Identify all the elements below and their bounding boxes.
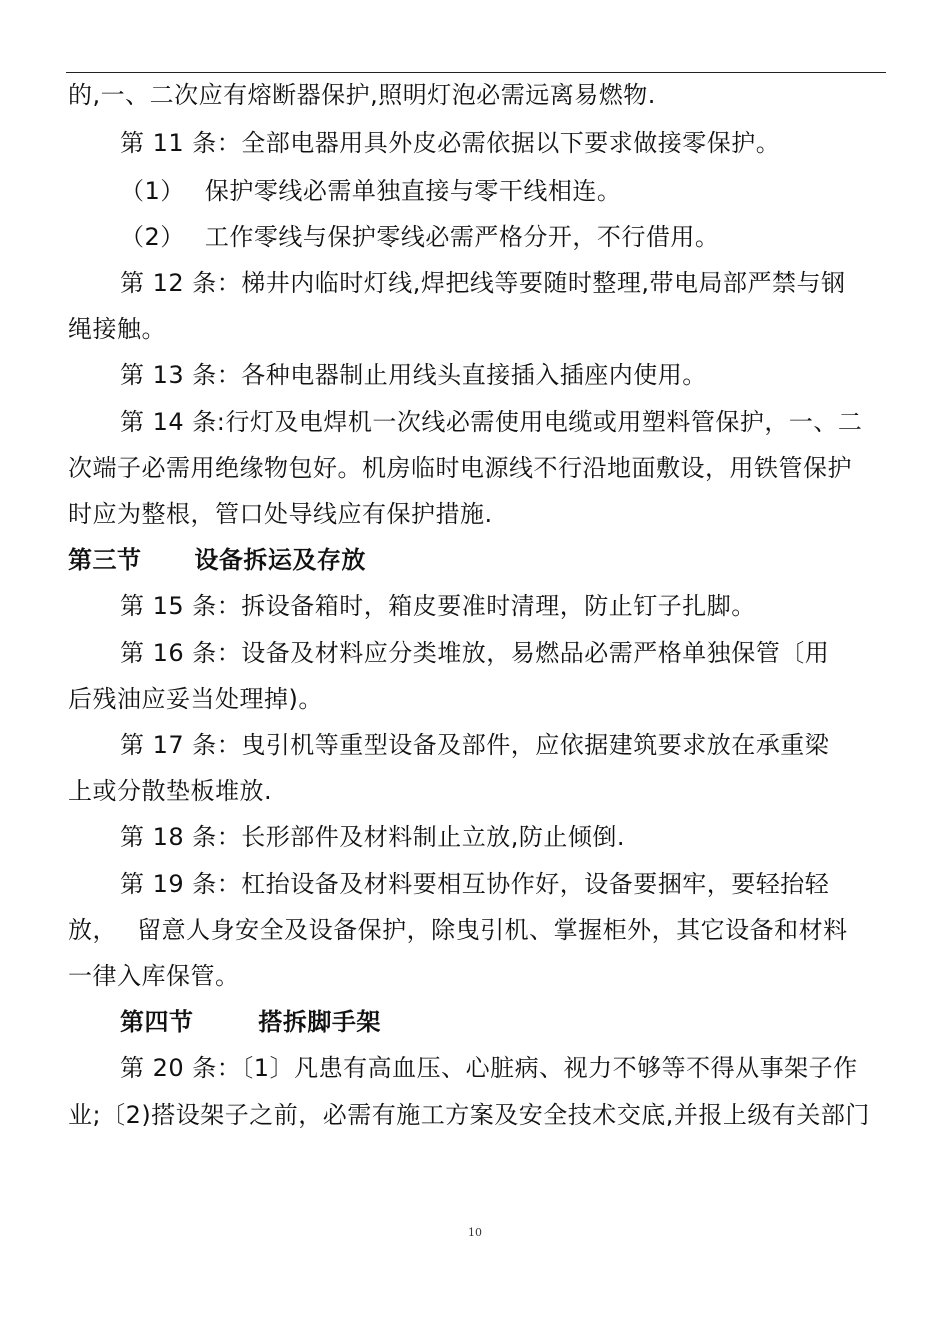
section-4-heading: [120, 1007, 381, 1037]
article-20-line-1: [120, 1053, 858, 1083]
body-text: 的,一、二次应有熔断器保护,照明灯泡必需远离易燃物.: [68, 81, 656, 109]
article-12-line-1: [120, 268, 846, 298]
section-number: 第三节: [68, 546, 142, 574]
list-item-text: 工作零线与保护零线必需严格分开，不行借用。: [204, 223, 720, 251]
body-text: 第 14 条:行灯及电焊机一次线必需使用电缆或用塑料管保护，一、二: [120, 408, 863, 436]
body-text: 一律入库保管。: [68, 962, 240, 990]
body-text: 第 17 条：曳引机等重型设备及部件，应依据建筑要求放在承重梁: [120, 731, 830, 759]
header-rule: [66, 72, 886, 73]
article-16-line-1: [120, 638, 829, 668]
list-item-text: 保护零线必需单独直接与零干线相连。: [204, 177, 622, 205]
body-text: 第 15 条：拆设备箱时，箱皮要准时清理，防止钉子扎脚。: [120, 592, 756, 620]
article-15: [120, 591, 756, 621]
section-title: 搭拆脚手架: [258, 1008, 381, 1036]
article-13: [120, 360, 707, 390]
section-3-heading: [68, 545, 366, 575]
section-title: 设备拆运及存放: [194, 546, 366, 574]
article-14-line-2: [68, 453, 852, 483]
body-text: 第 13 条：各种电器制止用线头直接插入插座内使用。: [120, 361, 707, 389]
article-14-line-1: [120, 407, 862, 437]
list-marker: （1）: [120, 177, 185, 205]
body-text: 时应为整根，管口处导线应有保护措施.: [68, 500, 493, 528]
body-text: 第 18 条：长形部件及材料制止立放,防止倾倒.: [120, 823, 626, 851]
article-17-line-2: [68, 776, 272, 806]
article-17-line-1: [120, 730, 829, 760]
article-19-line-2: [68, 915, 848, 945]
list-item-2: [120, 222, 719, 252]
body-line-1: [68, 80, 656, 110]
body-text: 第 20 条：〔1〕凡患有高血压、心脏病、视力不够等不得从事架子作: [120, 1054, 858, 1082]
article-19-line-3: [68, 961, 240, 991]
body-text: 绳接触。: [68, 315, 166, 343]
article-16-line-2: [68, 684, 323, 714]
article-19-line-1: [120, 869, 829, 899]
article-18: [120, 822, 625, 852]
body-text: 放，: [68, 916, 117, 944]
page-number: 10: [468, 1226, 482, 1239]
body-text: 第 19 条：杠抬设备及材料要相互协作好，设备要捆牢，要轻抬轻: [120, 870, 830, 898]
body-text: 业;〔2)搭设架子之前，必需有施工方案及安全技术交底,并报上级有关部门: [68, 1101, 870, 1129]
body-text: 后残油应妥当处理掉)。: [68, 685, 323, 713]
body-text: 第 11 条：全部电器用具外皮必需依据以下要求做接零保护。: [120, 129, 781, 157]
article-11: [120, 128, 780, 158]
body-text: 上或分散垫板堆放.: [68, 777, 273, 805]
article-14-line-3: [68, 499, 493, 529]
body-text: 次端子必需用绝缘物包好。机房临时电源线不行沿地面敷设，用铁管保护: [68, 454, 852, 482]
article-20-line-2: [68, 1100, 870, 1130]
body-text: 第 16 条：设备及材料应分类堆放，易燃品必需严格单独保管〔用: [120, 639, 830, 667]
body-text: 第 12 条：梯井内临时灯线,焊把线等要随时整理,带电局部严禁与钢: [120, 269, 846, 297]
body-text: 留意人身安全及设备保护，除曳引机、掌握柜外，其它设备和材料: [137, 916, 848, 944]
section-number: 第四节: [120, 1008, 194, 1036]
list-marker: （2）: [120, 223, 185, 251]
article-12-line-2: [68, 314, 166, 344]
list-item-1: [120, 176, 621, 206]
